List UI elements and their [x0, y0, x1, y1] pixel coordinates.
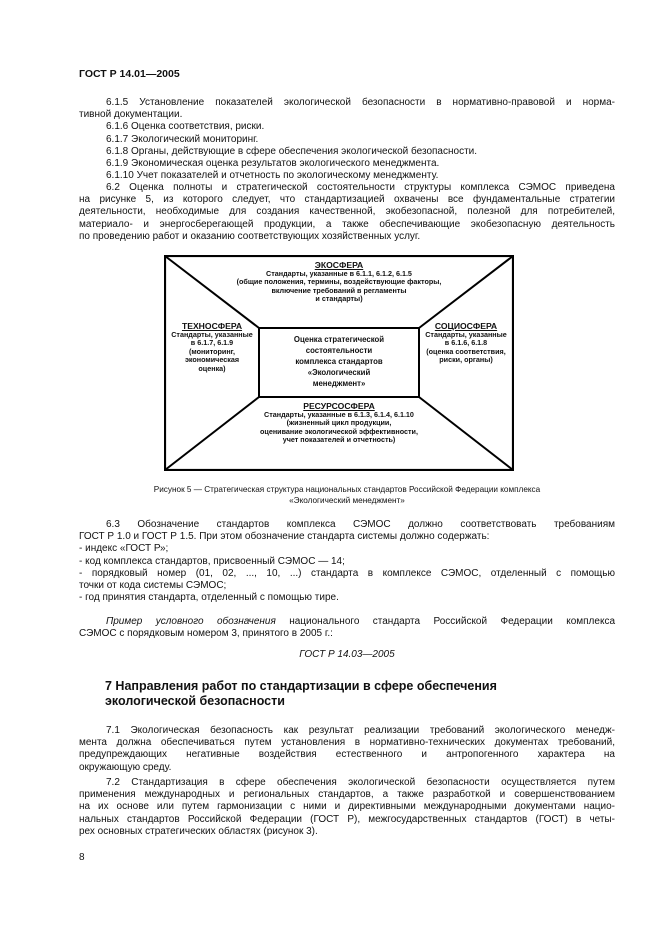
- list-item: 6.1.5 Установление показателей экологической безопасности в нормативно-правовой и норма-: [106, 97, 615, 108]
- text-line: ГОСТ Р 1.0 и ГОСТ Р 1.5. При этом обозначение стандарта системы должно содержать:: [79, 531, 490, 543]
- paragraph-6-2: [79, 182, 615, 243]
- list-item: 6.1.8 Органы, действующие в сфере обеспечения экологической безопасности.: [106, 145, 478, 157]
- text-line: - индекс «ГОСТ Р»;: [79, 543, 169, 555]
- text-line: рех основных стратегических областях (рисунок 3).: [79, 825, 318, 837]
- ecosphere-line: и стандарты): [315, 294, 363, 304]
- text-line: на рисунке 5, из которого следует, что стандартизацией охвачены все фундаментальные стратегии: [79, 194, 615, 206]
- technosphere-line: (мониторинг,: [188, 346, 236, 356]
- example-paragraph: [79, 616, 615, 640]
- text-line: применения международных и региональных стандартов, а также разработкой и совершенствованием: [79, 789, 615, 801]
- list-item: тивной документации.: [79, 109, 183, 121]
- paragraph-7-1: [79, 725, 615, 774]
- ecosphere-line: Стандарты, указанные в 6.1.1, 6.1.2, 6.1.5: [266, 269, 412, 278]
- technosphere-line: Стандарты, указанные: [171, 330, 253, 339]
- figure-caption: [79, 484, 615, 506]
- page-number: 8: [79, 852, 85, 863]
- text-line: 6.3 Обозначение стандартов комплекса СЭМОС должно соответствовать требованиям: [106, 519, 615, 530]
- list-item: 6.1.7 Экологический мониторинг.: [106, 133, 259, 145]
- technosphere-title: ТЕХНОСФЕРА: [181, 321, 243, 331]
- text-line: предупреждающих негативные воздействия естественного и антропогенного характера на: [79, 749, 615, 761]
- technosphere-line: в 6.1.7, 6.1.9: [190, 338, 234, 348]
- technosphere-block: [166, 321, 258, 373]
- text-line: 7.1 Экологическая безопасность как результат реализации требований экологического менедж-: [106, 725, 615, 736]
- text-line: [79, 616, 615, 628]
- resourcesphere-title: РЕСУРСОСФЕРА: [303, 401, 375, 411]
- resourcesphere-line: учет показателей и отчетность): [282, 435, 396, 445]
- ecosphere-block: [212, 260, 466, 304]
- text-line: СЭМОС с порядковым номером 3, принятого в 2005 г.:: [79, 628, 333, 640]
- text-line: по проведению работ и оказанию соответствующих хозяйственных услуг.: [79, 230, 421, 242]
- example-label: Пример условного обозначения: [106, 616, 276, 627]
- section-7-heading: [105, 679, 585, 709]
- paragraph-7-2: [79, 777, 615, 838]
- text-line: - код комплекса стандартов, присвоенный СЭМОС — 14;: [79, 555, 345, 567]
- sociosphere-line: Стандарты, указанные: [425, 330, 507, 339]
- text-line: деятельности, необходимые для создания качественной, экобезопасной, полезной для потребителей,: [79, 206, 615, 218]
- heading-line: 7 Направления работ по стандартизации в сфере обеспечения: [105, 679, 497, 693]
- caption-line: Рисунок 5 — Стратегическая структура национальных стандартов Российской Федерации комплекса: [153, 485, 541, 494]
- text-line: мента должна обеспечиваться путем установления в нормативно-технических документах требований,: [79, 737, 615, 749]
- resourcesphere-block: [212, 401, 466, 445]
- text-line: - год принятия стандарта, отделенный с помощью тире.: [79, 592, 339, 604]
- heading-line: экологической безопасности: [105, 694, 285, 708]
- center-line: «Экологический: [307, 368, 371, 377]
- resourcesphere-line: (жизненный цикл продукции,: [286, 418, 392, 428]
- text-line: окружающую среду.: [79, 761, 172, 773]
- figure-5-diagram: [164, 255, 514, 471]
- ecosphere-line: включение требований в регламенты: [271, 285, 407, 295]
- text-line: нальных стандартов Российской Федерации (ГОСТ Р), межгосударственных стандартов (ГОСТ) в четы-: [79, 813, 615, 825]
- sociosphere-block: [420, 321, 512, 365]
- text-line: на их основе или путем гармонизации с ними и директивными международными документами нацио-: [79, 801, 615, 813]
- sociosphere-line: (оценка соответствия,: [426, 346, 506, 356]
- center-block: [261, 334, 417, 389]
- resourcesphere-line: оценивание экологической эффективности,: [260, 426, 418, 436]
- document-header: ГОСТ Р 14.01—2005: [79, 68, 180, 80]
- ecosphere-line: (общие положения, термины, воздействующие факторы,: [236, 277, 442, 287]
- sociosphere-title: СОЦИОСФЕРА: [434, 321, 498, 331]
- caption-line: «Экологический менеджмент»: [289, 496, 405, 505]
- center-line: комплекса стандартов: [295, 357, 383, 366]
- text-line: материало- и энергосберегающей продукции, а также обеспечивающие экобезопасную деятельность: [79, 218, 615, 230]
- text-line: 6.2 Оценка полноты и стратегической состоятельности структуры комплекса СЭМОС приведена: [106, 182, 615, 193]
- text-line: - порядковый номер (01, 02, ..., 10, ...) стандарта в комплексе СЭМОС, отделенный с помощью: [79, 567, 615, 579]
- technosphere-line: оценка): [198, 363, 226, 373]
- center-line: состоятельности: [305, 346, 373, 355]
- technosphere-line: экономическая: [184, 355, 240, 365]
- ecosphere-title: ЭКОСФЕРА: [314, 260, 364, 270]
- list-item: 6.1.10 Учет показателей и отчетность по экологическому менеджменту.: [106, 170, 439, 182]
- list-item: 6.1.6 Оценка соответствия, риски.: [106, 121, 265, 133]
- sociosphere-line: в 6.1.6, 6.1.8: [444, 338, 488, 348]
- list-item: 6.1.9 Экономическая оценка результатов экологического менеджмента.: [106, 158, 440, 170]
- list-6-1: [79, 97, 615, 182]
- center-line: менеджмент»: [312, 379, 366, 388]
- example-designation: ГОСТ Р 14.03—2005: [299, 649, 395, 660]
- resourcesphere-line: Стандарты, указанные в 6.1.3, 6.1.4, 6.1.10: [264, 410, 414, 419]
- example-rest: национального стандарта Российской Федерации комплекса: [275, 616, 616, 627]
- sociosphere-line: риски, органы): [439, 355, 493, 365]
- center-line: Оценка стратегической: [293, 335, 385, 344]
- text-line: 7.2 Стандартизация в сфере обеспечения экологической безопасности осуществляется путем: [106, 777, 615, 788]
- text-line: точки от кода системы СЭМОС;: [79, 580, 227, 592]
- paragraph-6-3: [79, 519, 615, 604]
